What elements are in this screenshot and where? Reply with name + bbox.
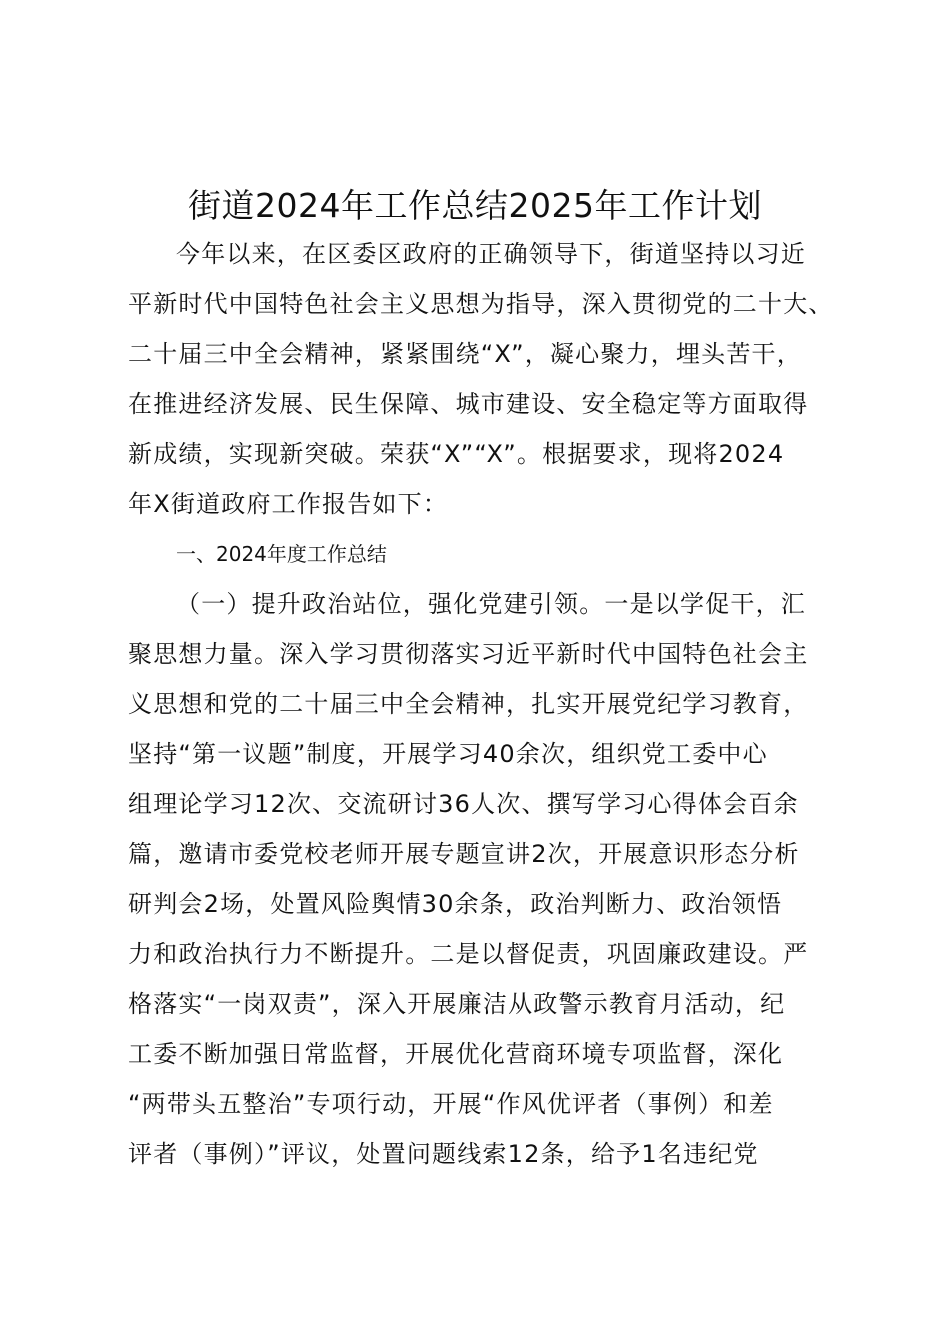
paragraph-line: 力和政治执行力不断提升。二是以督促责，巩固廉政建设。严 — [128, 940, 809, 968]
paragraph-line: （一）提升政治站位，强化党建引领。一是以学促干，汇 — [176, 590, 806, 618]
paragraph-line: 平新时代中国特色社会主义思想为指导，深入贯彻党的二十大、 — [128, 290, 834, 318]
paragraph-line: 在推进经济发展、民生保障、城市建设、安全稳定等方面取得 — [128, 390, 809, 418]
paragraph-line: 篇，邀请市委党校老师开展专题宣讲2次，开展意识形态分析 — [128, 840, 800, 868]
paragraph-line: 格落实“一岗双责”，深入开展廉洁从政警示教育月活动，纪 — [128, 990, 786, 1018]
paragraph-line: 组理论学习12次、交流研讨36人次、撰写学习心得体会百余 — [128, 790, 799, 818]
paragraph-line: 评者（事例）”评议，处置问题线索12条，给予1名违纪党 — [128, 1140, 759, 1168]
section-heading: 一、2024年度工作总结 — [176, 542, 387, 566]
paragraph-line: 今年以来，在区委区政府的正确领导下，街道坚持以习近 — [176, 240, 806, 268]
paragraph-line: 研判会2场，处置风险舆情30余条，政治判断力、政治领悟 — [128, 890, 783, 918]
document-title: 街道2024年工作总结2025年工作计划 — [188, 186, 762, 225]
paragraph-line: “两带头五整治”专项行动，开展“作风优评者（事例）和差 — [128, 1090, 774, 1118]
paragraph-line: 年X街道政府工作报告如下： — [128, 490, 449, 518]
paragraph-line: 坚持“第一议题”制度，开展学习40余次，组织党工委中心 — [128, 740, 768, 768]
paragraph-line: 义思想和党的二十届三中全会精神，扎实开展党纪学习教育， — [128, 690, 809, 718]
paragraph-line: 聚思想力量。深入学习贯彻落实习近平新时代中国特色社会主 — [128, 640, 809, 668]
paragraph-line: 工委不断加强日常监督，开展优化营商环境专项监督，深化 — [128, 1040, 784, 1068]
paragraph-line: 二十届三中全会精神，紧紧围绕“X”，凝心聚力，埋头苦干， — [128, 340, 802, 368]
paragraph-line: 新成绩，实现新突破。荣获“X”“X”。根据要求，现将2024 — [128, 440, 785, 468]
